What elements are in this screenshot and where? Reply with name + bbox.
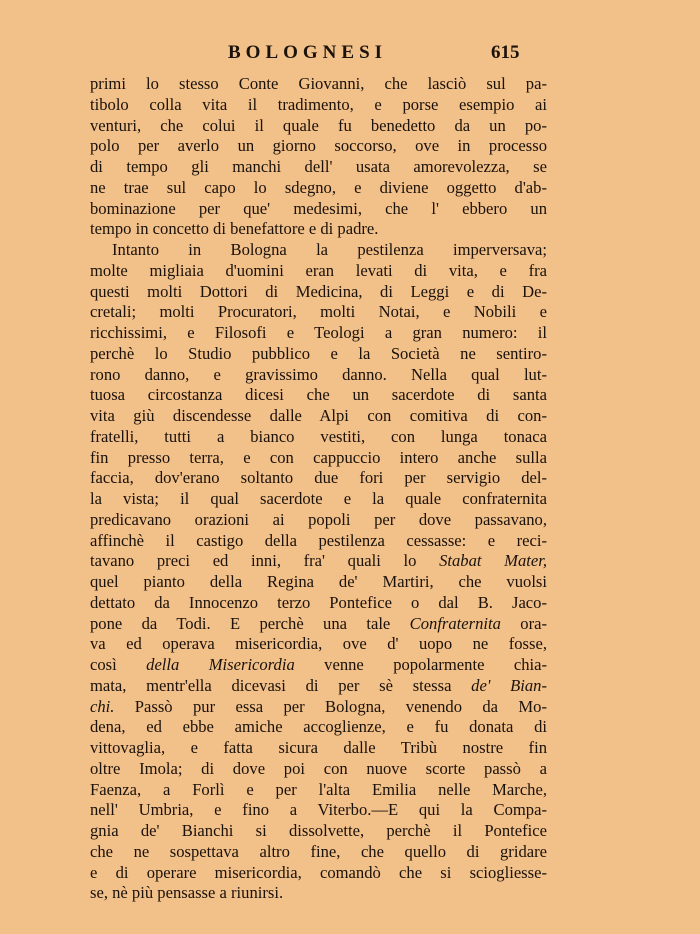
text-line: [90, 365, 547, 386]
text-segment: tibolo colla vita il tradimento, e porse esempio ai: [90, 94, 547, 114]
text-segment: vita giù discendesse dalle Alpi con comitiva di con-: [90, 406, 547, 425]
text-line: [90, 551, 547, 572]
text-segment: pone da Todi. E perchè una tale: [90, 613, 410, 633]
text-segment: tuosa circostanza dicesi che un sacerdote di santa: [90, 385, 547, 405]
text-line: [90, 800, 547, 821]
page-header: [0, 42, 700, 70]
text-segment: va ed operava misericordia, ove d' uopo ne fosse,: [90, 634, 547, 654]
page-number: 615: [491, 42, 520, 63]
italic-text: Stabat Mater,: [439, 551, 547, 571]
text-segment: vittovaglia, e fatta sicura dalle Tribù nostre fin: [90, 738, 547, 757]
text-line: [90, 282, 547, 303]
text-line: [90, 406, 547, 427]
text-segment: mata, mentr'ella dicevasi di per sè stessa: [90, 675, 472, 695]
running-head: BOLOGNESI: [228, 42, 388, 63]
text-segment: perchè lo Studio pubblico e la Società ne sentiro-: [90, 343, 547, 363]
text-segment: Faenza, a Forlì e per l'alta Emilia nelle Marche,: [90, 779, 547, 799]
text-segment: gnia de' Bianchi si dissolvette, perchè il Pontefice: [90, 821, 547, 840]
text-segment: tempo in concetto di benefattore e di padre.: [90, 219, 379, 239]
text-line: [90, 614, 547, 635]
text-segment: e di operare misericordia, comandò che si sciogliesse-: [90, 862, 547, 882]
text-line: [90, 780, 547, 801]
text-segment: polo per averlo un giorno soccorso, ove in processo: [90, 136, 547, 156]
text-segment: primi lo stesso Conte Giovanni, che lasciò sul pa-: [90, 74, 547, 93]
text-segment: se, nè più pensasse a riunirsi.: [90, 883, 284, 903]
text-segment: bominazione per que' medesimi, che l' ebbero un: [90, 198, 547, 218]
text-line: [90, 261, 547, 282]
italic-text: della Misericordia: [146, 655, 295, 674]
text-segment: che ne sospettava altro fine, che quello di gridare: [90, 841, 547, 861]
italic-text: chi.: [90, 696, 115, 716]
text-line: [90, 883, 547, 904]
italic-text: Confraternita: [409, 613, 501, 633]
text-line: [90, 593, 547, 614]
text-line: [90, 842, 547, 863]
text-segment: faccia, dov'erano soltanto due fori per servigio del-: [90, 468, 547, 488]
text-segment: oltre Imola; di dove poi con nuove scorte passò a: [90, 758, 547, 778]
text-line: [90, 863, 547, 884]
text-line: [90, 448, 547, 469]
text-segment: ne trae sul capo lo sdegno, e diviene oggetto d'ab-: [90, 177, 547, 197]
text-segment: dettato da Innocenzo terzo Pontefice o dal B. Jaco-: [90, 592, 547, 612]
text-segment: fin presso terra, e con cappuccio intero anche sulla: [90, 447, 547, 467]
text-line: [90, 178, 547, 199]
text-line: [90, 344, 547, 365]
text-line: [90, 572, 547, 593]
text-line: [90, 323, 547, 344]
text-line: [90, 634, 547, 655]
text-segment: rono danno, e gravissimo danno. Nella qual lut-: [90, 364, 547, 384]
text-segment: nell' Umbria, e fino a Viterbo.—E qui la Compa-: [90, 800, 547, 820]
text-line: [90, 489, 547, 510]
text-segment: fratelli, tutti a bianco vestiti, con lunga tonaca: [90, 426, 547, 446]
text-line: [90, 697, 547, 718]
text-line: [90, 385, 547, 406]
text-segment: così: [90, 655, 147, 674]
text-line: [90, 95, 547, 116]
text-line: [90, 468, 547, 489]
text-segment: ora-: [500, 613, 547, 633]
text-line: [90, 655, 547, 676]
text-segment: molte migliaia d'uomini eran levati di vita, e fra: [90, 260, 547, 280]
text-line: [90, 116, 547, 137]
text-line: [90, 717, 547, 738]
text-segment: di tempo gli manchi dell' usata amorevolezza, se: [90, 157, 547, 176]
text-segment: cretali; molti Procuratori, molti Notai, e Nobili e: [90, 302, 547, 322]
text-line: [90, 427, 547, 448]
text-segment: venne popolarmente chia-: [294, 655, 547, 674]
text-line: [90, 157, 547, 178]
text-segment: la vista; il qual sacerdote e la quale confraternita: [90, 489, 547, 508]
text-line: [90, 738, 547, 759]
text-line: [90, 759, 547, 780]
text-line: [90, 531, 547, 552]
text-segment: affinchè il castigo della pestilenza cessasse: e reci-: [90, 530, 547, 550]
text-line: [90, 510, 547, 531]
text-segment: Passò pur essa per Bologna, venendo da Mo-: [114, 696, 547, 716]
text-segment: dena, ed ebbe amiche accoglienze, e fu donata di: [90, 717, 547, 737]
text-segment: quel pianto della Regina de' Martiri, che vuolsi: [90, 572, 547, 591]
text-line: [90, 219, 547, 240]
text-line: [90, 676, 547, 697]
text-line: [90, 302, 547, 323]
italic-text: de' Bian-: [471, 675, 547, 695]
text-segment: ricchissimi, e Filosofi e Teologi a gran numero: il: [90, 323, 547, 342]
text-segment: Intanto in Bologna la pestilenza imperversava;: [112, 240, 547, 259]
text-line: [90, 74, 547, 95]
body-text: [90, 74, 547, 904]
text-segment: questi molti Dottori di Medicina, di Leggi e di De-: [90, 281, 547, 301]
text-segment: tavano preci ed inni, fra' quali lo: [90, 551, 440, 571]
text-segment: venturi, che colui il quale fu benedetto da un po-: [90, 115, 547, 135]
text-segment: predicavano orazioni ai popoli per dove passavano,: [90, 509, 547, 529]
text-line: [90, 240, 547, 261]
text-line: [90, 199, 547, 220]
text-line: [90, 821, 547, 842]
text-line: [90, 136, 547, 157]
